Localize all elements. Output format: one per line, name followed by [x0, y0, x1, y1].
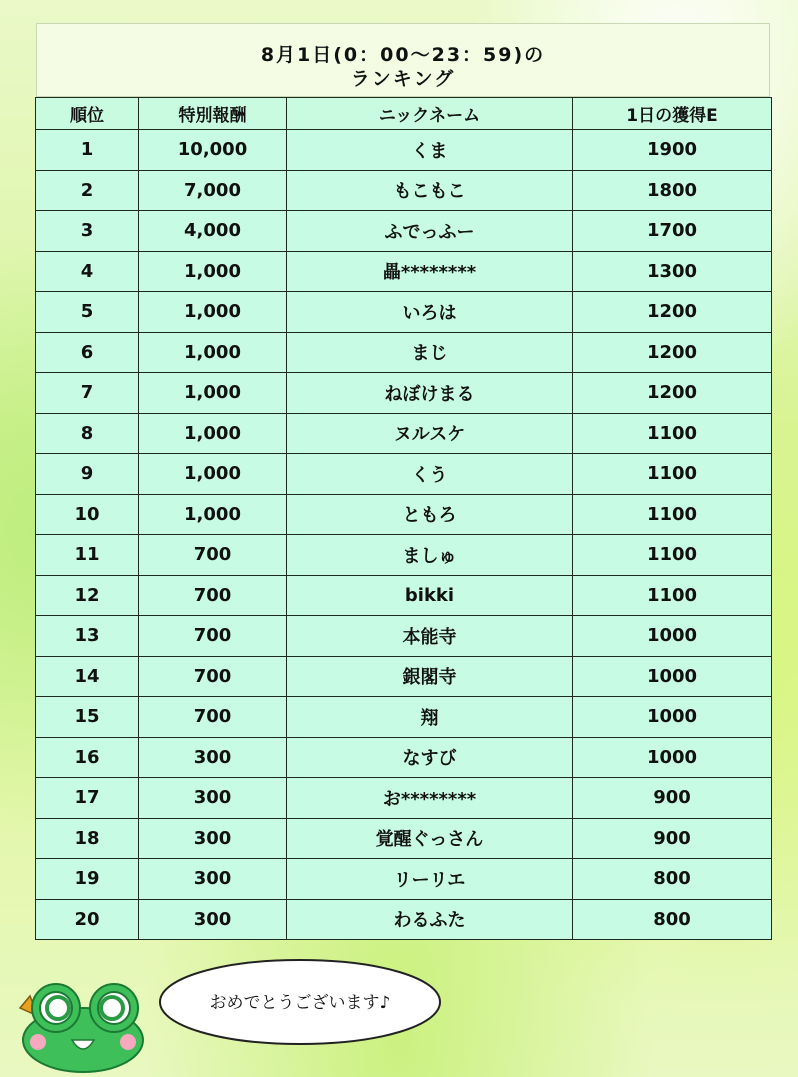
cell-earned: 800: [573, 899, 772, 940]
table-row: [36, 332, 772, 373]
cell-reward: 300: [139, 778, 287, 819]
cell-earned: 1200: [573, 332, 772, 373]
cell-earned: 1700: [573, 211, 772, 252]
cell-earned: 1200: [573, 373, 772, 414]
cell-rank: 15: [36, 697, 139, 738]
cell-earned: 1000: [573, 656, 772, 697]
cell-nickname: ともろ: [287, 494, 573, 535]
cell-nickname: ましゅ: [287, 535, 573, 576]
cell-reward: 1,000: [139, 332, 287, 373]
cell-rank: 16: [36, 737, 139, 778]
table-header-row: [36, 98, 772, 130]
cell-earned: 1100: [573, 575, 772, 616]
cell-reward: 4,000: [139, 211, 287, 252]
cell-rank: 17: [36, 778, 139, 819]
cell-nickname: ふでっふー: [287, 211, 573, 252]
cell-rank: 5: [36, 292, 139, 333]
table-row: [36, 859, 772, 900]
cell-nickname: お********: [287, 778, 573, 819]
cell-earned: 1800: [573, 170, 772, 211]
cell-rank: 9: [36, 454, 139, 495]
cell-rank: 10: [36, 494, 139, 535]
cell-rank: 7: [36, 373, 139, 414]
cell-rank: 4: [36, 251, 139, 292]
cell-reward: 7,000: [139, 170, 287, 211]
cell-nickname: ヌルスケ: [287, 413, 573, 454]
cell-nickname: もこもこ: [287, 170, 573, 211]
table-row: [36, 778, 772, 819]
table-row: [36, 737, 772, 778]
ranking-table: [35, 97, 772, 940]
congratulations-message: おめでとうございます♪: [209, 993, 391, 1013]
cell-nickname: まじ: [287, 332, 573, 373]
cell-reward: 1,000: [139, 413, 287, 454]
cell-rank: 11: [36, 535, 139, 576]
cell-earned: 1100: [573, 413, 772, 454]
table-row: [36, 454, 772, 495]
table-row: [36, 494, 772, 535]
cell-earned: 1100: [573, 454, 772, 495]
cell-nickname: 畾********: [287, 251, 573, 292]
table-row: [36, 656, 772, 697]
cell-reward: 700: [139, 616, 287, 657]
cell-reward: 300: [139, 859, 287, 900]
table-row: [36, 211, 772, 252]
ranking-title-line2: ランキング: [350, 68, 456, 90]
cell-rank: 19: [36, 859, 139, 900]
cell-reward: 10,000: [139, 130, 287, 171]
table-row: [36, 818, 772, 859]
cell-reward: 700: [139, 575, 287, 616]
cell-nickname: いろは: [287, 292, 573, 333]
cell-rank: 14: [36, 656, 139, 697]
table-row: [36, 616, 772, 657]
table-row: [36, 292, 772, 333]
header-reward: 特別報酬: [139, 98, 287, 130]
cell-rank: 18: [36, 818, 139, 859]
cell-reward: 700: [139, 656, 287, 697]
frog-mascot-icon: [16, 978, 150, 1073]
cell-nickname: リーリエ: [287, 859, 573, 900]
cell-rank: 13: [36, 616, 139, 657]
cell-earned: 1000: [573, 616, 772, 657]
cell-nickname: わるふた: [287, 899, 573, 940]
table-row: [36, 251, 772, 292]
cell-rank: 12: [36, 575, 139, 616]
cell-reward: 1,000: [139, 292, 287, 333]
cell-earned: 1100: [573, 494, 772, 535]
table-row: [36, 575, 772, 616]
cell-earned: 1900: [573, 130, 772, 171]
cell-nickname: bikki: [287, 575, 573, 616]
cell-reward: 1,000: [139, 251, 287, 292]
table-row: [36, 373, 772, 414]
cell-rank: 3: [36, 211, 139, 252]
cell-rank: 8: [36, 413, 139, 454]
cell-nickname: ねぼけまる: [287, 373, 573, 414]
header-rank: 順位: [36, 98, 139, 130]
cell-rank: 6: [36, 332, 139, 373]
cell-reward: 300: [139, 737, 287, 778]
ranking-title-box: [36, 23, 770, 97]
cell-reward: 1,000: [139, 454, 287, 495]
cell-earned: 1300: [573, 251, 772, 292]
table-row: [36, 130, 772, 171]
cell-reward: 700: [139, 697, 287, 738]
cell-reward: 700: [139, 535, 287, 576]
cell-reward: 1,000: [139, 373, 287, 414]
table-row: [36, 697, 772, 738]
table-row: [36, 170, 772, 211]
cell-reward: 1,000: [139, 494, 287, 535]
ranking-title-line1: 8月1日(0：00～23：59)の: [260, 44, 546, 66]
cell-earned: 1100: [573, 535, 772, 576]
cell-nickname: くう: [287, 454, 573, 495]
cell-nickname: 覚醒ぐっさん: [287, 818, 573, 859]
header-earned: 1日の獲得E: [573, 98, 772, 130]
cell-nickname: なすび: [287, 737, 573, 778]
cell-reward: 300: [139, 899, 287, 940]
cell-nickname: 本能寺: [287, 616, 573, 657]
cell-earned: 900: [573, 818, 772, 859]
cell-rank: 1: [36, 130, 139, 171]
table-row: [36, 413, 772, 454]
cell-rank: 20: [36, 899, 139, 940]
cell-earned: 800: [573, 859, 772, 900]
cell-nickname: くま: [287, 130, 573, 171]
cell-earned: 1200: [573, 292, 772, 333]
cell-nickname: 銀閣寺: [287, 656, 573, 697]
cell-nickname: 翔: [287, 697, 573, 738]
cell-rank: 2: [36, 170, 139, 211]
cell-earned: 900: [573, 778, 772, 819]
cell-earned: 1000: [573, 697, 772, 738]
table-row: [36, 899, 772, 940]
table-row: [36, 535, 772, 576]
cell-reward: 300: [139, 818, 287, 859]
header-nickname: ニックネーム: [287, 98, 573, 130]
cell-earned: 1000: [573, 737, 772, 778]
